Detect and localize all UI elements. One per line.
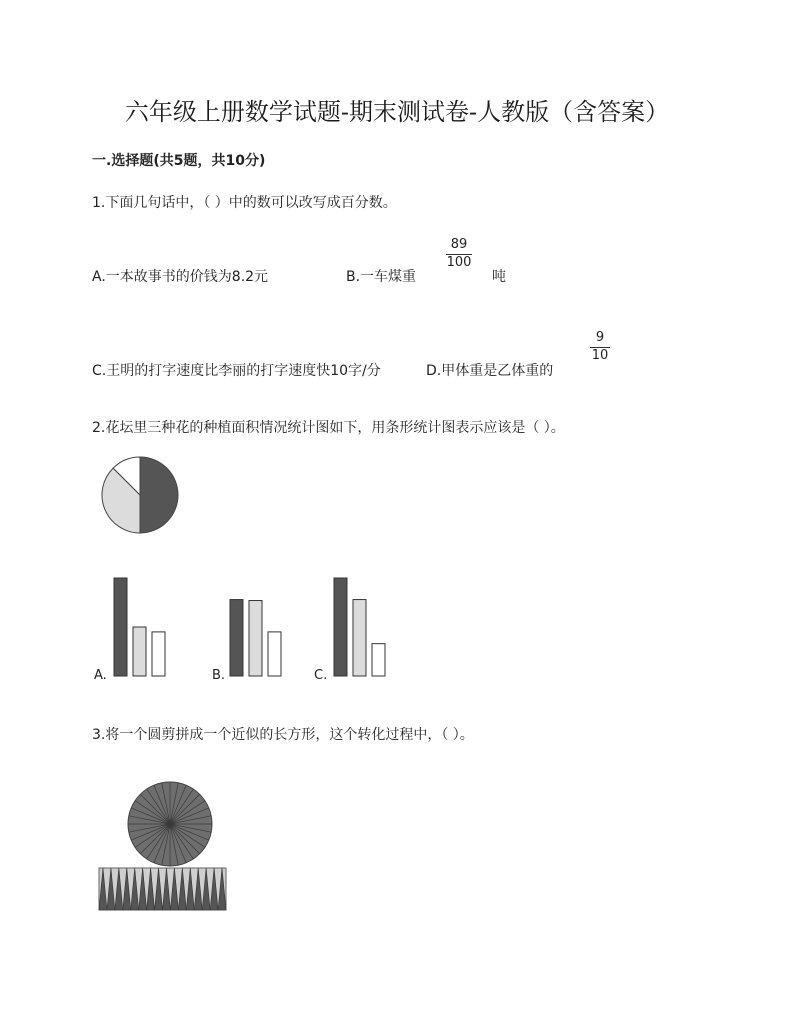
bar-a-1 bbox=[114, 578, 127, 676]
bar-a-3 bbox=[152, 632, 165, 676]
approximate-rectangle bbox=[96, 862, 230, 914]
bar-c-1 bbox=[334, 578, 347, 676]
bar-b-2 bbox=[249, 601, 262, 676]
question-2-option-a-label: A. bbox=[94, 668, 107, 683]
question-2-stem: 2.花坛里三种花的种植面积情况统计图如下，用条形统计图表示应该是（ ）。 bbox=[92, 420, 565, 436]
question-1-option-b: B.一车煤重 bbox=[346, 269, 417, 285]
question-1-option-c: C.王明的打字速度比李丽的打字速度快10字/分 bbox=[92, 363, 381, 379]
bar-c-2 bbox=[353, 600, 366, 676]
bar-c-3 bbox=[372, 644, 385, 676]
question-1-option-b-fraction bbox=[446, 238, 472, 271]
fraction-numerator: 9 bbox=[595, 330, 605, 345]
question-1-option-d: D.甲体重是乙体重的 bbox=[426, 363, 554, 379]
bar-chart-option-c bbox=[332, 572, 394, 680]
question-1-option-d-fraction bbox=[590, 331, 610, 364]
question-3-stem: 3.将一个圆剪拼成一个近似的长方形，这个转化过程中，（ ）。 bbox=[92, 727, 474, 743]
pie-slice-1 bbox=[140, 457, 178, 533]
bar-b-3 bbox=[268, 632, 281, 676]
bar-chart-option-a bbox=[112, 572, 174, 680]
bar-a-2 bbox=[133, 627, 146, 676]
question-1-option-b-unit: 吨 bbox=[492, 269, 506, 285]
question-1-stem: 1.下面几句话中，（ ）中的数可以改写成百分数。 bbox=[92, 195, 397, 211]
bar-chart-option-b bbox=[228, 572, 290, 680]
fraction-denominator: 10 bbox=[591, 347, 609, 363]
fraction-numerator: 89 bbox=[450, 237, 468, 252]
bar-b-1 bbox=[230, 600, 243, 676]
pie-chart bbox=[98, 455, 184, 537]
circle-cut-into-sectors bbox=[120, 774, 220, 874]
document-title: 六年级上册数学试题-期末测试卷-人教版（含答案） bbox=[124, 98, 670, 126]
section-heading: 一.选择题(共5题，共10分) bbox=[92, 153, 266, 169]
fraction-denominator: 100 bbox=[446, 254, 472, 270]
question-2-option-b-label: B. bbox=[212, 668, 226, 683]
question-2-option-c-label: C. bbox=[314, 668, 328, 683]
question-1-option-a: A.一本故事书的价钱为8.2元 bbox=[92, 269, 269, 285]
